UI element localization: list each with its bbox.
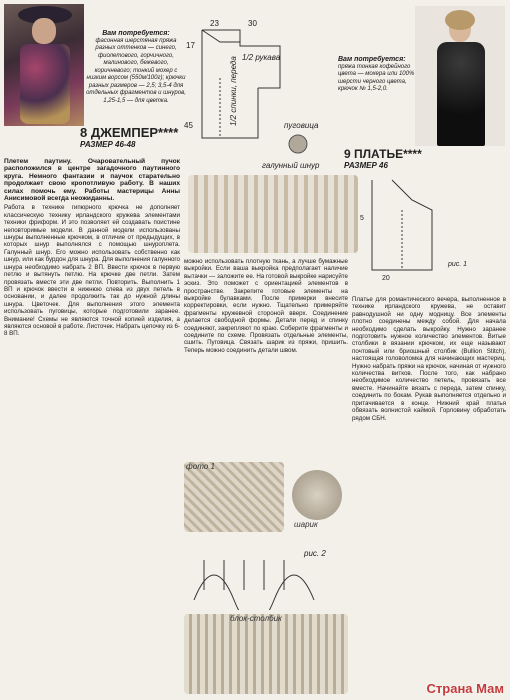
ball-label: шарик (294, 520, 318, 529)
label-w23: 23 (210, 19, 219, 28)
label-back: 1/2 спинки, переда (229, 56, 238, 126)
model-photo-dress (415, 6, 505, 146)
left-materials-heading: Вам потребуется: (102, 30, 170, 37)
button-sketch (289, 135, 307, 153)
item8-size: РАЗМЕР 46-48 (80, 140, 136, 149)
right-materials (338, 56, 416, 94)
item9-title-block (344, 147, 454, 170)
label-w30: 30 (248, 19, 257, 28)
left-column (4, 158, 180, 696)
watermark: Страна Мам (426, 681, 504, 696)
mid-body: можно использовать плотную ткань, а лучше бумажные выкройки. Если ваша выкройка предполагает наличие вытачки — заложите ее. На готовой выкройке нарисуйте эскиз. Это поможет с ориентацией элементов в пространстве. Закрепите готовые элементы на выкройке булавками. После примерки внесите корректировки, если нужно. Тщательно примеряйте фрагменты кружевной стороной вверх. Соединение делается свободной формы. Детали перед и спинку соединяют, закрепляют по краю. Соберите фрагменты и соедините по схеме. Провязать отдельные элементы, сшить. Пуговица. Связать шарик из пряжи, пришить. Теперь можно соединить детали швом. (184, 258, 348, 354)
block-stitch-label: блок-столбик (230, 614, 282, 623)
photo-1-swatch (184, 462, 284, 532)
dress-label-w5: 5 (360, 215, 364, 222)
label-button: пуговица (284, 121, 319, 130)
dress-label-fig: рис. 1 (448, 261, 468, 268)
right-column (352, 296, 506, 676)
fig2-diagram (184, 540, 348, 610)
left-materials-text: фасонная шерстяная пряжа разных оттенков — синего, фиолетового, горчичного, малинового, бежевого, коричневого; тонкий мохер с низким ворсом (550м/100г); крючки разных размеров — 2,5; 3,5-4 для отдельных фрагментов и шнуров, 1,25-1,5 — для цветка. (86, 37, 186, 104)
label-h17: 17 (186, 41, 195, 50)
left-materials (86, 30, 186, 105)
fig2-label: рис. 2 (304, 549, 326, 558)
label-h45: 45 (184, 121, 193, 130)
model-photo-jumper (4, 4, 84, 126)
right-materials-text: пряжа тонкая кофейного цвета — мохера или 100% шерсти черного цвета, крючок № 1,5-2,0. (338, 63, 415, 92)
dress-label-w20: 20 (382, 275, 390, 282)
right-body: Платье для романтического вечера, выполненное в технике ирландского кружева, не оставит равнодушной ни одну модницу. Все элементы плотно соединены между собой. Для начала необходимо сделать выкройку. Нужно заранее подготовить нужное количество элементов. Витые столбики в вязании крючком, их еще называют почтовый или бриошный столбик (Bullion Stitch), настоящая головоломка для начинающих мастериц. Нужно набрать пряжи на крючок, начиная от нужного количества витков. После того, как набрано необходимое количество петель, провязать все вместе. Начинайте вязать с переда, затем спинку, соединить по бокам. Рукав выполняется отдельно и притачивается в конце. Нижний край платья обвязать волнистой каймой. Горловину обработать рядом СБН. (352, 296, 506, 422)
left-body: Работа в технике гипюрного крючка не дополняет классическую технику ирландского кружева элементами техники фриформ. И это позволяет ей создавать поистине неповторимые модели. В данной модели использованы шнуры выполненные крючком, в отличие от предыдущих, в которых шнур выполнялся с помощью шнуроплета. Галунный шнур. Его можно использовать собственно как шнур, или как бурдон для шнура. Для выполнения галунного шнура необходимо набрать 2 ВП. Ввести крючок в первую петлю и вытянуть петлю. На крючке две петли. Затем провязать вместе эти две петли. Повторить. Выполнить 1 ВП и крючок ввести в нижнюю слева из двух петель в основании, и далее продолжить так до нужной длины шнура. Цветочек. Для выполнения этого элемента использовать пуговицы, которые подготовили заранее. Внимание! Схемы не являются точной копией изделия, а являются основой в работе. Листочек. Набрать цепочку из 6-8 ВП. (4, 204, 180, 338)
middle-column (184, 258, 348, 458)
item8-title-block (80, 125, 190, 149)
left-intro: Плетем паутину. Очаровательный пучок расположился в центре загадочного паутинного круга. Немного фантазии и паучок старательно продолжает свою кропотливую работу. В наших силах помочь ему. Работы мастерицы Анны Анисимовой всегда неожиданны. (4, 158, 180, 203)
cord-photo (188, 175, 358, 253)
dress-pattern-diagram (352, 170, 502, 290)
ball-swatch (292, 470, 342, 520)
item8-title: 8 ДЖЕМПЕР**** (80, 125, 179, 140)
block-stitch-swatch (184, 614, 348, 694)
item9-title: 9 ПЛАТЬЕ**** (344, 147, 422, 161)
right-materials-heading: Вам потребуется: (338, 56, 406, 63)
jumper-pattern-diagram (180, 18, 350, 178)
label-cord: галунный шнур (262, 161, 320, 170)
photo-1-label: фото 1 (186, 462, 215, 471)
label-sleeve: 1/2 рукава (242, 53, 281, 62)
item9-size: РАЗМЕР 46 (344, 161, 388, 170)
